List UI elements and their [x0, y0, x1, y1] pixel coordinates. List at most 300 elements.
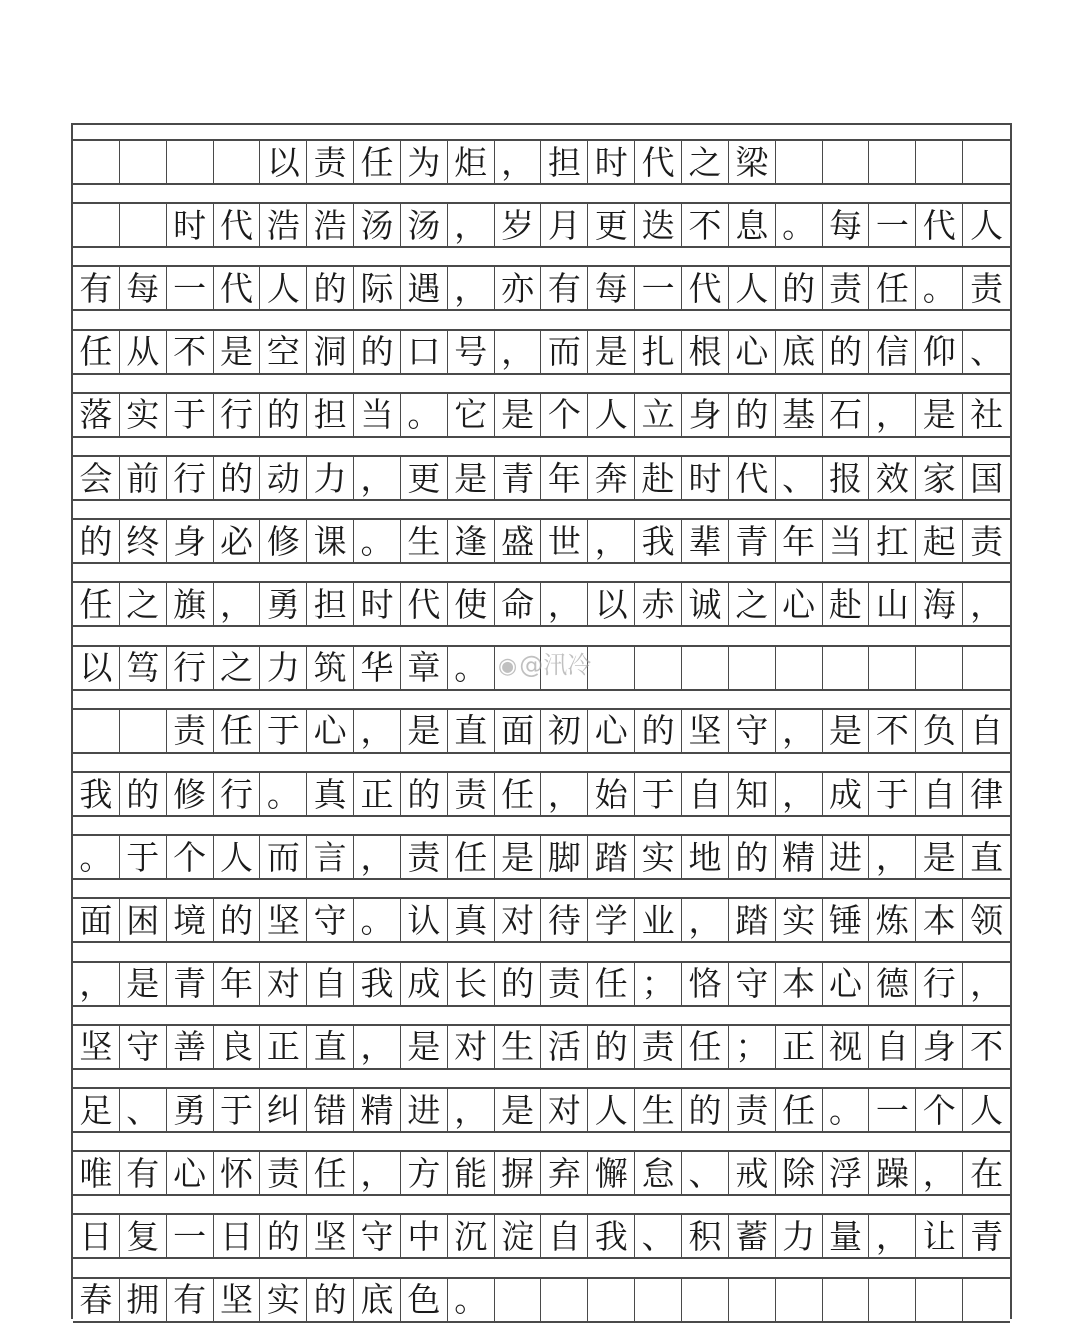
grid-cell: 于: [167, 394, 214, 436]
grid-cell: 任: [682, 1026, 729, 1068]
grid-cell: 心: [167, 1152, 214, 1194]
grid-cell: 进: [401, 1089, 448, 1131]
grid-cell: 责: [970, 268, 1004, 308]
grid-cell: 色: [401, 1279, 448, 1321]
grid-cell: ，: [354, 457, 401, 499]
grid-cell: [963, 141, 1010, 183]
grid-cell: ，: [495, 331, 542, 373]
grid-cell: 海: [916, 583, 963, 625]
grid-cell: 落: [73, 394, 120, 436]
grid-cell: 责: [823, 267, 870, 309]
grid-cell: 戒: [729, 1152, 776, 1194]
grid-cell: 直: [970, 837, 1004, 877]
grid-cell: 唯: [73, 1152, 120, 1194]
grid-cell: 困: [120, 899, 167, 941]
grid-cell: 年: [541, 457, 588, 499]
grid-cell: 洞: [307, 331, 354, 373]
grid-cell: 当: [354, 394, 401, 436]
grid-cell: 遇: [401, 267, 448, 309]
grid-cell: 。: [448, 647, 495, 689]
grid-cell: 号: [448, 331, 495, 373]
grid-cell: 我: [588, 1215, 635, 1257]
grid-cell: 复: [120, 1215, 167, 1257]
grid-cell: 当: [823, 520, 870, 562]
grid-cell: 是: [495, 394, 542, 436]
grid-cell: 青: [970, 1216, 1004, 1256]
grid-cell: 空: [260, 331, 307, 373]
grid-cell: 岁: [495, 204, 542, 246]
grid-cell: 任: [214, 710, 261, 752]
grid-cell: 学: [588, 899, 635, 941]
essay-line: [73, 771, 1010, 817]
grid-cell: 责: [260, 1152, 307, 1194]
grid-cell: 对: [448, 1026, 495, 1068]
grid-cell: [495, 647, 542, 689]
grid-cell: ，: [970, 964, 1004, 1004]
grid-cell: 是: [401, 710, 448, 752]
grid-cell: ；: [729, 1026, 776, 1068]
grid-cell: 每: [120, 267, 167, 309]
grid-cell: 口: [401, 331, 448, 373]
grid-cell: 必: [214, 520, 261, 562]
grid-cell: [869, 647, 916, 689]
grid-cell: 以: [73, 647, 120, 689]
grid-cell: 日: [214, 1215, 261, 1257]
grid-cell: 一: [635, 267, 682, 309]
grid-cell: 代: [729, 457, 776, 499]
grid-cell: 。: [916, 267, 963, 309]
grid-cell: [541, 1279, 588, 1321]
grid-cell: 心: [729, 331, 776, 373]
grid-cell: 方: [401, 1152, 448, 1194]
essay-line: [73, 834, 1010, 880]
grid-cell: 初: [541, 710, 588, 752]
grid-cell: ，: [354, 836, 401, 878]
grid-cell: ，: [354, 1152, 401, 1194]
grid-cell: 成: [823, 773, 870, 815]
grid-cell: 。: [354, 899, 401, 941]
grid-cell: 正: [260, 1026, 307, 1068]
grid-cell: 石: [823, 394, 870, 436]
grid-cell: 是: [401, 1026, 448, 1068]
essay-line: [73, 265, 1010, 311]
grid-cell: ，: [776, 710, 823, 752]
grid-cell: 的: [260, 1215, 307, 1257]
grid-cell: 的: [729, 394, 776, 436]
grid-cell: 是: [495, 1089, 542, 1131]
grid-cell: 守: [120, 1026, 167, 1068]
grid-cell: 底: [354, 1279, 401, 1321]
grid-cell: 代: [401, 583, 448, 625]
grid-cell: 之: [214, 647, 261, 689]
grid-cell: 的: [307, 1279, 354, 1321]
grid-cell: ，: [869, 394, 916, 436]
grid-cell: 蓄: [729, 1215, 776, 1257]
grid-cell: 力: [776, 1215, 823, 1257]
grid-cell: 有: [541, 267, 588, 309]
grid-cell: ，: [73, 963, 120, 1005]
grid-cell: 。: [776, 204, 823, 246]
grid-cell: 的: [307, 267, 354, 309]
grid-cell: ，: [354, 710, 401, 752]
grid-cell: 浩: [307, 204, 354, 246]
grid-cell: 摒: [495, 1152, 542, 1194]
grid-cell: 人: [260, 267, 307, 309]
grid-cell: 的: [682, 1089, 729, 1131]
grid-cell: 时: [682, 457, 729, 499]
grid-cell: 错: [307, 1089, 354, 1131]
grid-cell: 任: [73, 583, 120, 625]
grid-cell: 领: [970, 900, 1004, 940]
essay-line: [73, 1277, 1010, 1323]
grid-cell: ，: [869, 836, 916, 878]
grid-cell: 沉: [448, 1215, 495, 1257]
grid-cell: 活: [541, 1026, 588, 1068]
grid-cell: 社: [970, 395, 1004, 435]
grid-cell: 个: [541, 394, 588, 436]
grid-cell: 任: [448, 836, 495, 878]
grid-cell: 身: [167, 520, 214, 562]
grid-cell: 效: [869, 457, 916, 499]
grid-cell: 的: [588, 1026, 635, 1068]
grid-cell: 的: [214, 457, 261, 499]
grid-cell: [214, 141, 261, 183]
grid-cell: 守: [729, 963, 776, 1005]
grid-cell: 不: [970, 1027, 1004, 1067]
grid-cell: 责: [448, 773, 495, 815]
grid-cell: 是: [214, 331, 261, 373]
grid-cell: 起: [916, 520, 963, 562]
grid-cell: 自: [970, 711, 1004, 751]
grid-cell: ，: [495, 141, 542, 183]
grid-cell: 实: [776, 899, 823, 941]
grid-cell: 有: [73, 267, 120, 309]
grid-cell: 责: [541, 963, 588, 1005]
grid-cell: 精: [776, 836, 823, 878]
grid-cell: 。: [73, 836, 120, 878]
grid-cell: 我: [635, 520, 682, 562]
grid-cell: [869, 1279, 916, 1321]
grid-cell: 更: [588, 204, 635, 246]
grid-cell: [635, 1279, 682, 1321]
grid-cell: 守: [354, 1215, 401, 1257]
grid-cell: 认: [401, 899, 448, 941]
grid-cell: 行: [214, 773, 261, 815]
grid-cell: 从: [120, 331, 167, 373]
grid-cell: 青: [495, 457, 542, 499]
grid-cell: ，: [448, 204, 495, 246]
grid-cell: 前: [120, 457, 167, 499]
grid-cell: 。: [401, 394, 448, 436]
grid-cell: 时: [588, 141, 635, 183]
grid-cell: 的: [260, 394, 307, 436]
grid-cell: 正: [354, 773, 401, 815]
grid-cell: 之: [682, 141, 729, 183]
grid-cell: 的: [354, 331, 401, 373]
grid-cell: 不: [167, 331, 214, 373]
grid-cell: ，: [541, 583, 588, 625]
grid-cell: 、: [682, 1152, 729, 1194]
grid-cell: [495, 1279, 542, 1321]
grid-cell: ；: [635, 963, 682, 1005]
grid-cell: 代: [682, 267, 729, 309]
grid-cell: 担: [307, 394, 354, 436]
grid-cell: [823, 1279, 870, 1321]
grid-cell: 坚: [260, 899, 307, 941]
grid-cell: 责: [970, 521, 1004, 561]
grid-cell: 勇: [260, 583, 307, 625]
grid-cell: 怠: [635, 1152, 682, 1194]
grid-cell: 的: [73, 520, 120, 562]
watermark-text: @汛冷: [519, 651, 592, 679]
grid-cell: 每: [823, 204, 870, 246]
grid-cell: [823, 647, 870, 689]
grid-cell: 在: [970, 1153, 1004, 1193]
grid-cell: 有: [120, 1152, 167, 1194]
grid-cell: 修: [260, 520, 307, 562]
grid-cell: 之: [120, 583, 167, 625]
grid-cell: 踏: [729, 899, 776, 941]
grid-cell: 于: [260, 710, 307, 752]
grid-cell: 春: [73, 1279, 120, 1321]
grid-cell: 任: [869, 267, 916, 309]
grid-cell: 坚: [682, 710, 729, 752]
grid-cell: 踏: [588, 836, 635, 878]
grid-cell: [729, 1279, 776, 1321]
grid-cell: 会: [73, 457, 120, 499]
grid-cell: 于: [635, 773, 682, 815]
grid-cell: 使: [448, 583, 495, 625]
grid-cell: 信: [869, 331, 916, 373]
grid-cell: 青: [167, 963, 214, 1005]
grid-cell: 盛: [495, 520, 542, 562]
grid-cell: ，: [541, 773, 588, 815]
grid-cell: 章: [401, 647, 448, 689]
grid-cell: 而: [260, 836, 307, 878]
grid-cell: 为: [401, 141, 448, 183]
grid-cell: 它: [448, 394, 495, 436]
grid-cell: 课: [307, 520, 354, 562]
grid-cell: 时: [167, 204, 214, 246]
grid-cell: 于: [120, 836, 167, 878]
grid-cell: 代: [214, 267, 261, 309]
grid-cell: 任: [776, 1089, 823, 1131]
grid-cell: 自: [682, 773, 729, 815]
grid-cell: 直: [448, 710, 495, 752]
grid-cell: 勇: [167, 1089, 214, 1131]
grid-cell: 实: [260, 1279, 307, 1321]
grid-cell: 的: [776, 267, 823, 309]
grid-cell: 修: [167, 773, 214, 815]
grid-cell: 担: [307, 583, 354, 625]
essay-line: [73, 1213, 1010, 1259]
grid-cell: 淀: [495, 1215, 542, 1257]
grid-cell: 能: [448, 1152, 495, 1194]
grid-cell: 真: [307, 773, 354, 815]
grid-cell: 年: [776, 520, 823, 562]
grid-cell: ，: [214, 583, 261, 625]
grid-cell: 是: [120, 963, 167, 1005]
grid-cell: 心: [307, 710, 354, 752]
essay-line: [73, 329, 1010, 375]
grid-cell: 我: [354, 963, 401, 1005]
grid-cell: 人: [729, 267, 776, 309]
essay-line: [73, 202, 1010, 248]
grid-cell: 炬: [448, 141, 495, 183]
grid-cell: 恪: [682, 963, 729, 1005]
grid-cell: 于: [869, 773, 916, 815]
grid-cell: 于: [214, 1089, 261, 1131]
grid-cell: 脚: [541, 836, 588, 878]
grid-cell: 是: [823, 710, 870, 752]
grid-cell: [588, 647, 635, 689]
grid-cell: 旗: [167, 583, 214, 625]
grid-cell: 律: [970, 774, 1004, 814]
grid-cell: [541, 647, 588, 689]
grid-cell: 始: [588, 773, 635, 815]
grid-cell: [120, 710, 167, 752]
grid-cell: 任: [588, 963, 635, 1005]
grid-cell: [167, 141, 214, 183]
grid-cell: 让: [916, 1215, 963, 1257]
grid-cell: 动: [260, 457, 307, 499]
grid-cell: 日: [73, 1215, 120, 1257]
grid-cell: 力: [307, 457, 354, 499]
grid-cell: 自: [916, 773, 963, 815]
grid-cell: 本: [776, 963, 823, 1005]
grid-cell: 辈: [682, 520, 729, 562]
grid-cell: 心: [776, 583, 823, 625]
grid-cell: [120, 141, 167, 183]
grid-cell: 责: [307, 141, 354, 183]
grid-cell: ，: [354, 1026, 401, 1068]
grid-cell: 成: [401, 963, 448, 1005]
grid-cell: 国: [970, 458, 1004, 498]
grid-cell: [963, 647, 1010, 689]
grid-cell: 一: [167, 1215, 214, 1257]
grid-cell: 山: [869, 583, 916, 625]
grid-cell: 奔: [588, 457, 635, 499]
grid-cell: 善: [167, 1026, 214, 1068]
grid-cell: 任: [354, 141, 401, 183]
grid-cell: 华: [354, 647, 401, 689]
grid-cell: 行: [167, 647, 214, 689]
grid-cell: 直: [307, 1026, 354, 1068]
grid-cell: 以: [260, 141, 307, 183]
grid-cell: 人: [588, 1089, 635, 1131]
grid-cell: [776, 647, 823, 689]
grid-cell: 言: [307, 836, 354, 878]
grid-cell: 更: [401, 457, 448, 499]
grid-cell: ，: [448, 1089, 495, 1131]
grid-cell: 坚: [73, 1026, 120, 1068]
grid-cell: 对: [541, 1089, 588, 1131]
grid-cell: [635, 647, 682, 689]
grid-cell: 的: [214, 899, 261, 941]
grid-cell: 待: [541, 899, 588, 941]
grid-cell: 生: [401, 520, 448, 562]
grid-cell: 行: [916, 963, 963, 1005]
grid-cell: 赴: [823, 583, 870, 625]
grid-cell: 量: [823, 1215, 870, 1257]
grid-cell: 年: [214, 963, 261, 1005]
grid-cell: 的: [729, 836, 776, 878]
grid-cell: 基: [776, 394, 823, 436]
grid-cell: 赴: [635, 457, 682, 499]
grid-cell: 足: [73, 1089, 120, 1131]
top-rule: [73, 123, 1010, 125]
grid-cell: 长: [448, 963, 495, 1005]
grid-cell: 除: [776, 1152, 823, 1194]
grid-cell: 生: [635, 1089, 682, 1131]
grid-cell: 代: [635, 141, 682, 183]
grid-cell: 青: [729, 520, 776, 562]
grid-cell: 本: [916, 899, 963, 941]
grid-cell: 锤: [823, 899, 870, 941]
grid-cell: 一: [869, 204, 916, 246]
grid-cell: 责: [401, 836, 448, 878]
grid-cell: 代: [214, 204, 261, 246]
grid-cell: 迭: [635, 204, 682, 246]
grid-cell: [73, 204, 120, 246]
grid-cell: 亦: [495, 267, 542, 309]
grid-cell: 人: [214, 836, 261, 878]
grid-cell: 力: [260, 647, 307, 689]
grid-cell: ，: [916, 1152, 963, 1194]
grid-cell: 守: [307, 899, 354, 941]
grid-cell: 怀: [214, 1152, 261, 1194]
grid-cell: ，: [970, 584, 1004, 624]
grid-cell: 扛: [869, 520, 916, 562]
grid-cell: 自: [869, 1026, 916, 1068]
grid-cell: 逢: [448, 520, 495, 562]
grid-cell: 是: [588, 331, 635, 373]
grid-cell: 赤: [635, 583, 682, 625]
grid-cell: 的: [120, 773, 167, 815]
grid-cell: 一: [869, 1089, 916, 1131]
grid-cell: 实: [120, 394, 167, 436]
grid-cell: [823, 141, 870, 183]
grid-cell: 任: [307, 1152, 354, 1194]
grid-cell: 不: [869, 710, 916, 752]
grid-cell: 个: [167, 836, 214, 878]
grid-cell: [963, 1279, 1010, 1321]
grid-cell: 面: [73, 899, 120, 941]
essay-line: [73, 708, 1010, 754]
grid-cell: 代: [916, 204, 963, 246]
grid-cell: 底: [776, 331, 823, 373]
grid-cell: 身: [916, 1026, 963, 1068]
grid-cell: 责: [635, 1026, 682, 1068]
grid-cell: 真: [448, 899, 495, 941]
grid-cell: 扎: [635, 331, 682, 373]
grid-cell: 笃: [120, 647, 167, 689]
grid-cell: 良: [214, 1026, 261, 1068]
grid-cell: [729, 647, 776, 689]
weibo-icon: ◉: [498, 654, 518, 679]
grid-cell: 世: [541, 520, 588, 562]
grid-cell: 实: [635, 836, 682, 878]
grid-cell: 报: [823, 457, 870, 499]
grid-cell: 、: [776, 457, 823, 499]
grid-cell: 懈: [588, 1152, 635, 1194]
grid-cell: 而: [541, 331, 588, 373]
grid-cell: 躁: [869, 1152, 916, 1194]
grid-cell: 的: [495, 963, 542, 1005]
grid-cell: 守: [729, 710, 776, 752]
grid-cell: 不: [682, 204, 729, 246]
grid-cell: 知: [729, 773, 776, 815]
